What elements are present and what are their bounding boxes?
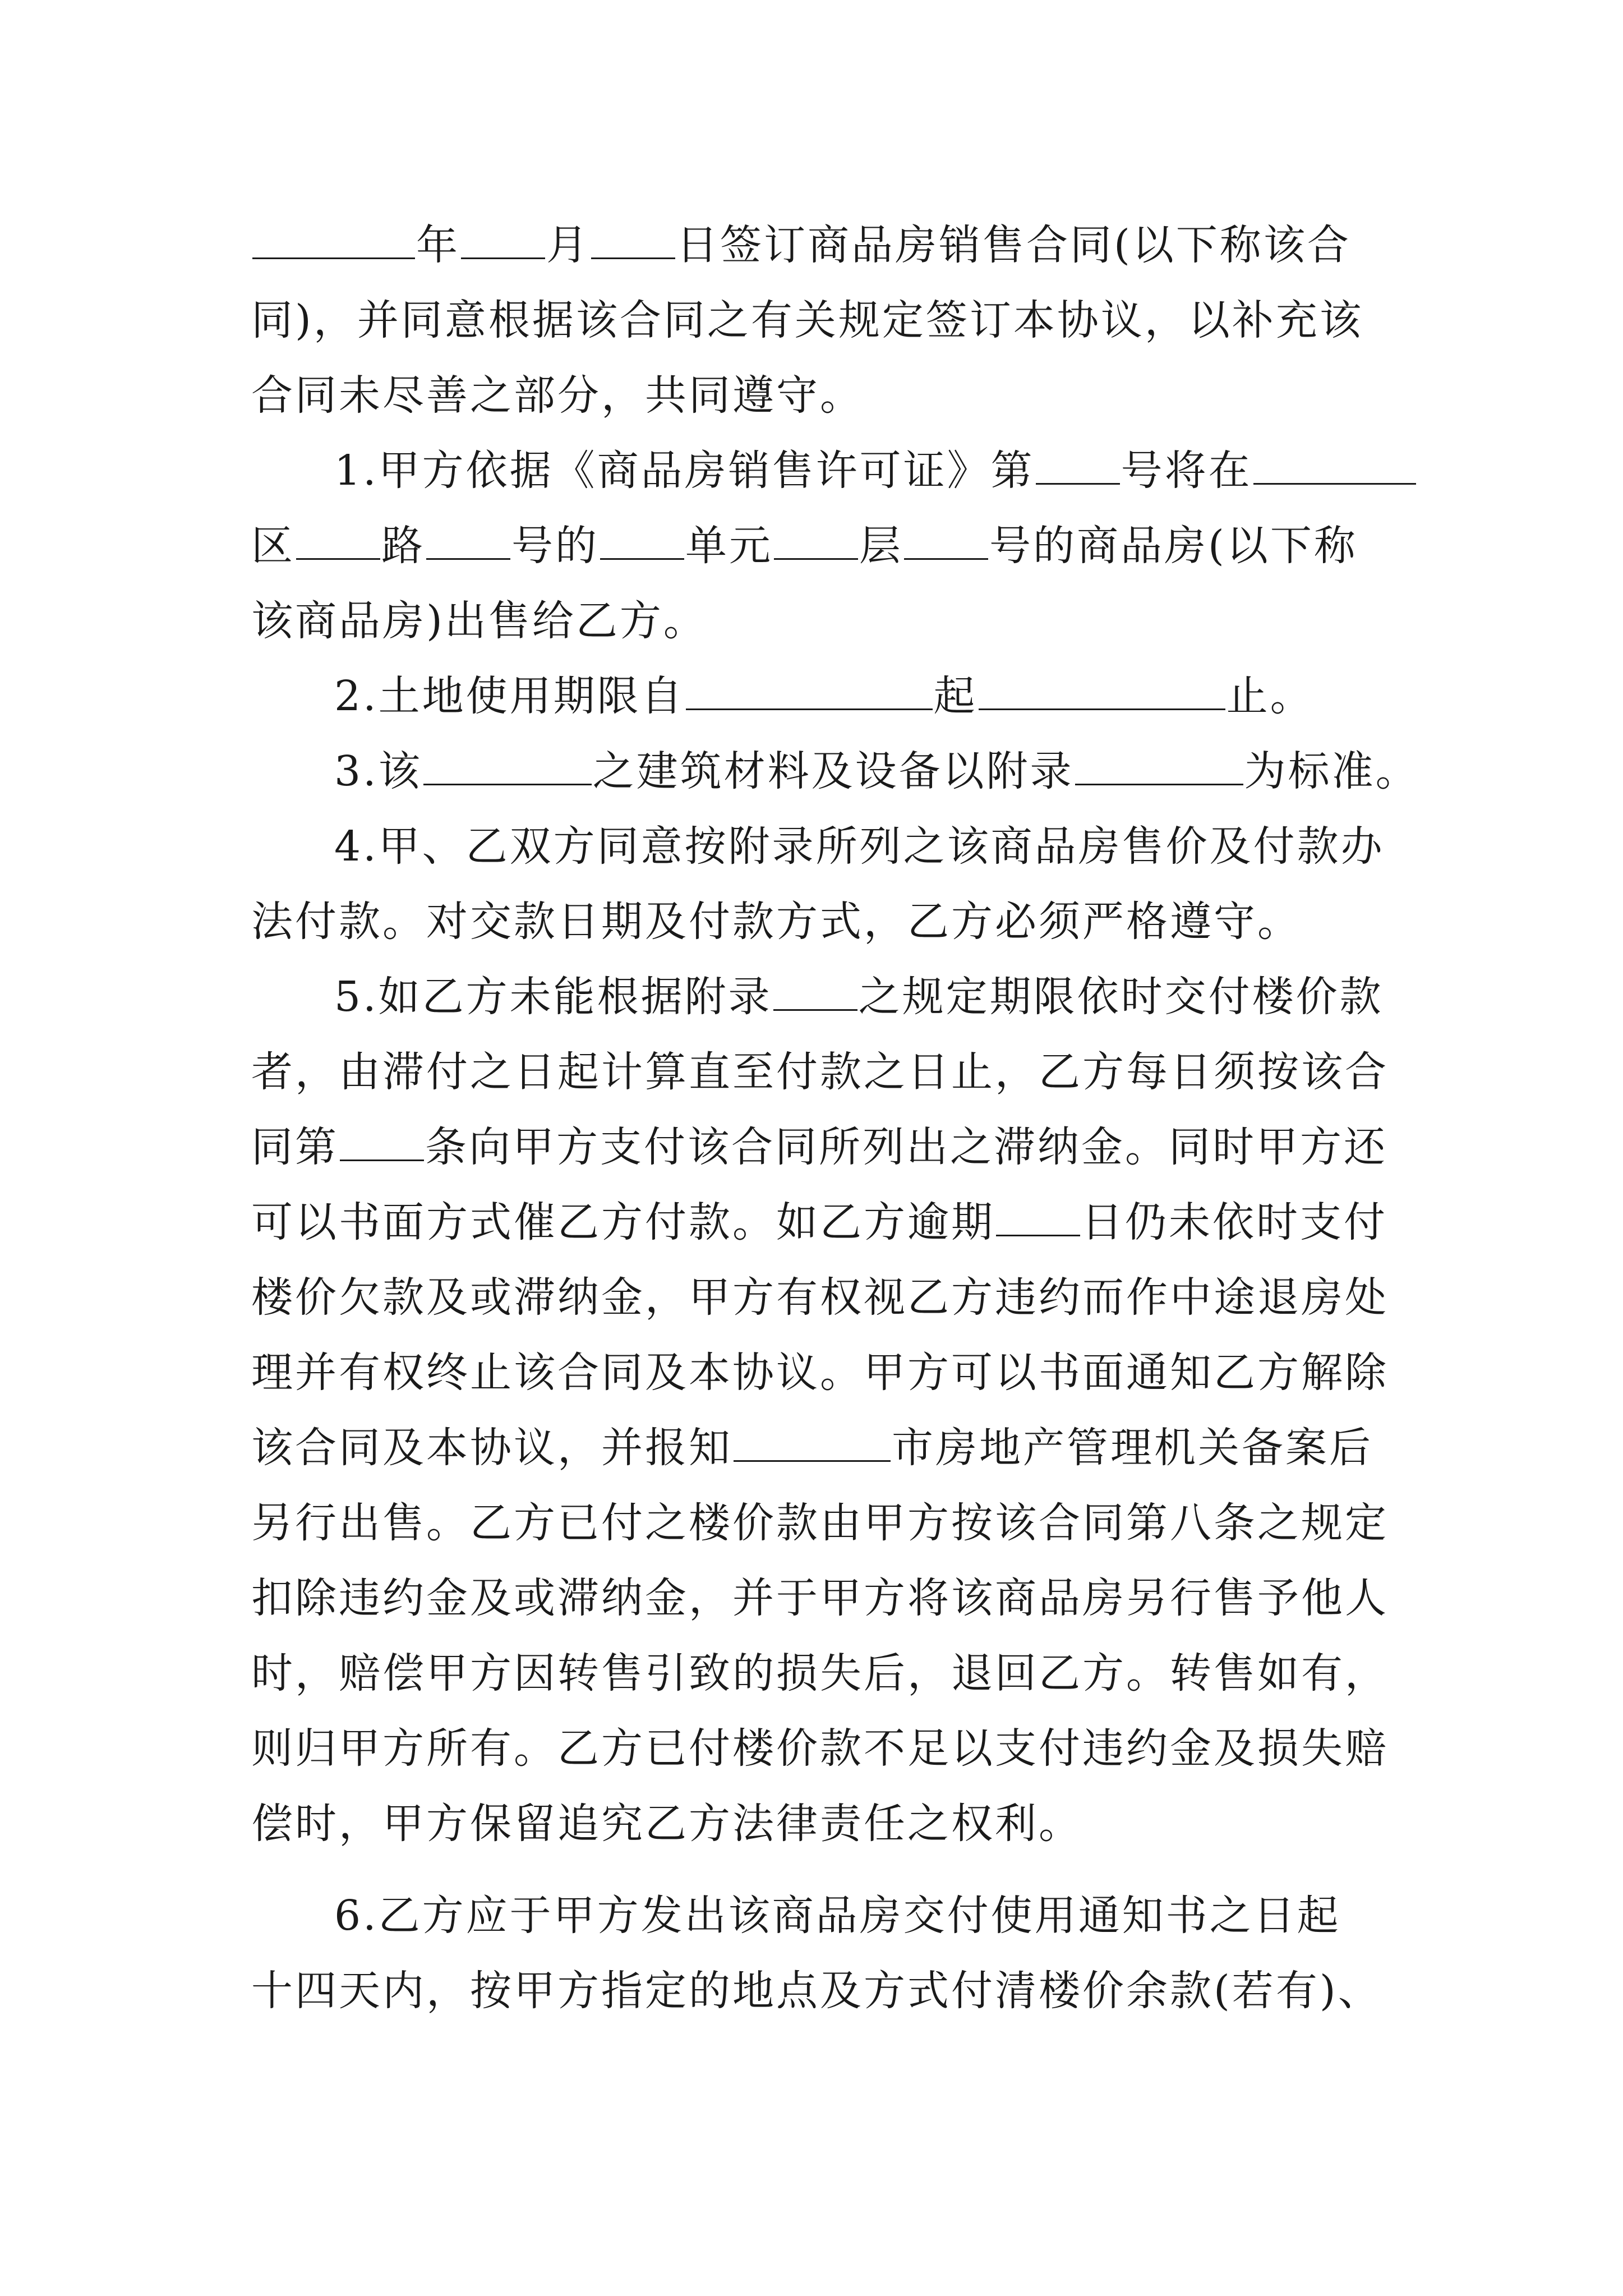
para-1-line-2: [251, 508, 1395, 583]
number-blank: [426, 522, 510, 560]
para-6-line-2: 十四天内，按甲方指定的地点及方式付清楼价余款(若有)、: [251, 1967, 1382, 2015]
property-blank: [423, 748, 592, 785]
para-5-line-10: 时，赔偿甲方因转售引致的损失后，退回乙方。转售如有，: [251, 1649, 1389, 1697]
land-end-blank: [979, 673, 1225, 710]
para-5-line-11: 则归甲方所有。乙方已付楼价款不足以支付违约金及损失赔: [251, 1724, 1389, 1773]
para-0-line-3: 合同未尽善之部分，共同遵守。: [251, 371, 864, 420]
para-4-line-2: 法付款。对交款日期及付款方式，乙方必须严格遵守。: [251, 898, 1301, 946]
text: 1.甲方依据《商品房销售许可证》第: [334, 447, 1035, 495]
article-blank: [340, 1124, 424, 1161]
text: 路: [381, 522, 425, 570]
para-4-line-1: 4.甲、乙双方同意按附录所列之该商品房售价及付款办: [334, 822, 1385, 871]
district-blank: [1253, 447, 1416, 485]
month-blank: [461, 222, 545, 259]
text: 3.该: [334, 747, 422, 795]
text: 号的商品房(以下称: [989, 522, 1358, 570]
text: 该合同及本协议，并报知: [251, 1424, 732, 1472]
text: 止。: [1226, 672, 1314, 720]
para-6-line-1: 6.乙方应于甲方发出该商品房交付使用通知书之日起: [334, 1892, 1341, 1940]
road-blank: [296, 522, 380, 560]
para-5-line-6: 理并有权终止该合同及本协议。甲方可以书面通知乙方解除: [251, 1349, 1389, 1397]
text: 市房地产管理机关备案后: [892, 1424, 1373, 1472]
text: 可以书面方式催乙方付款。如乙方逾期: [251, 1198, 995, 1246]
text: 月: [546, 221, 590, 269]
para-5-line-9: 扣除违约金及或滞纳金，并于甲方将该商品房另行售予他人: [251, 1574, 1389, 1622]
para-5-line-2: 者，由滞付之日起计算直至付款之日止，乙方每日须按该合: [251, 1048, 1389, 1096]
text: 号的: [511, 522, 599, 570]
text: 单元: [685, 522, 773, 570]
text: 5.如乙方未能根据附录: [334, 973, 772, 1021]
city-blank: [734, 1424, 891, 1462]
para-5-line-5: 楼价欠款及或滞纳金，甲方有权视乙方违约而作中途退房处: [251, 1273, 1389, 1322]
appendix-number-blank: [773, 973, 857, 1011]
day-blank: [591, 222, 675, 259]
para-5-line-8: 另行出售。乙方已付之楼价款由甲方按该合同第八条之规定: [251, 1499, 1389, 1547]
document-page: [251, 208, 1419, 2028]
land-start-blank: [686, 673, 933, 710]
para-5-line-4: [251, 1185, 1395, 1260]
para-5-line-3: [251, 1110, 1395, 1185]
para-5-line-12: 偿时，甲方保留追究乙方法律责任之权利。: [251, 1800, 1082, 1848]
para-2-line-1: [251, 659, 1395, 734]
para-0-line-2: 同)，并同意根据该合同之有关规定签订本协议，以补充该: [251, 296, 1363, 344]
unit-blank: [600, 522, 684, 560]
overdue-days-blank: [996, 1199, 1080, 1236]
year-blank: [252, 222, 415, 259]
text: 同第: [251, 1123, 339, 1171]
para-5-line-7: [251, 1410, 1395, 1485]
para-1-line-3: 该商品房)出售给乙方。: [251, 597, 707, 645]
para-1-line-1: [251, 433, 1395, 508]
text: 年: [416, 221, 460, 269]
appendix-blank: [1075, 748, 1243, 785]
room-blank: [904, 522, 988, 560]
text: 日签订商品房销售合同(以下称该合: [676, 221, 1351, 269]
paragraph-gap: [251, 1861, 1395, 1878]
text: 之规定期限依时交付楼价款: [858, 973, 1384, 1021]
permit-number-blank: [1036, 447, 1120, 485]
text: 为标准。: [1244, 747, 1419, 795]
text: 条向甲方支付该合同所列出之滞纳金。同时甲方还: [425, 1123, 1387, 1171]
text: 之建筑材料及设备以附录: [592, 747, 1074, 795]
floor-blank: [774, 522, 858, 560]
para-5-line-1: [251, 959, 1395, 1034]
text: 号将在: [1121, 447, 1252, 495]
text: 起: [933, 672, 978, 720]
text: 日仍未依时支付: [1081, 1198, 1387, 1246]
para-3-line-1: [251, 734, 1419, 809]
text: 2.土地使用期限自: [334, 672, 685, 720]
para-0-line-1: [251, 208, 1395, 283]
text: 区: [251, 522, 295, 570]
text: 层: [859, 522, 903, 570]
